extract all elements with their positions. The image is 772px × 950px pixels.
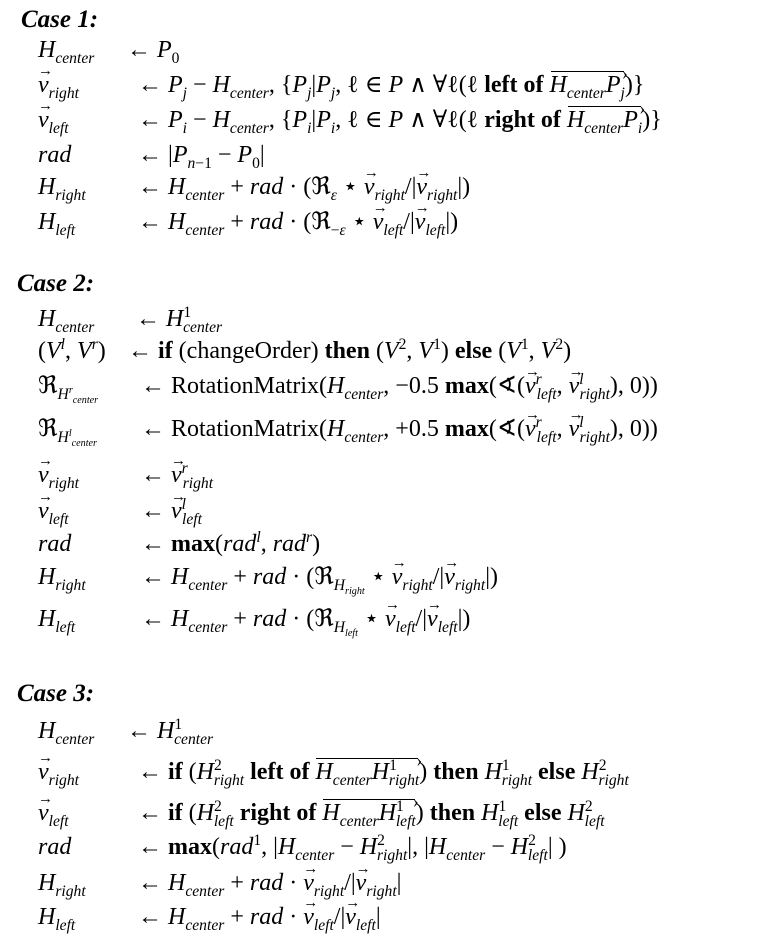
case-3-title: Case 3: bbox=[17, 680, 95, 707]
case-1-title: Case 1: bbox=[21, 6, 99, 33]
case-2-title: Case 2: bbox=[17, 270, 95, 297]
